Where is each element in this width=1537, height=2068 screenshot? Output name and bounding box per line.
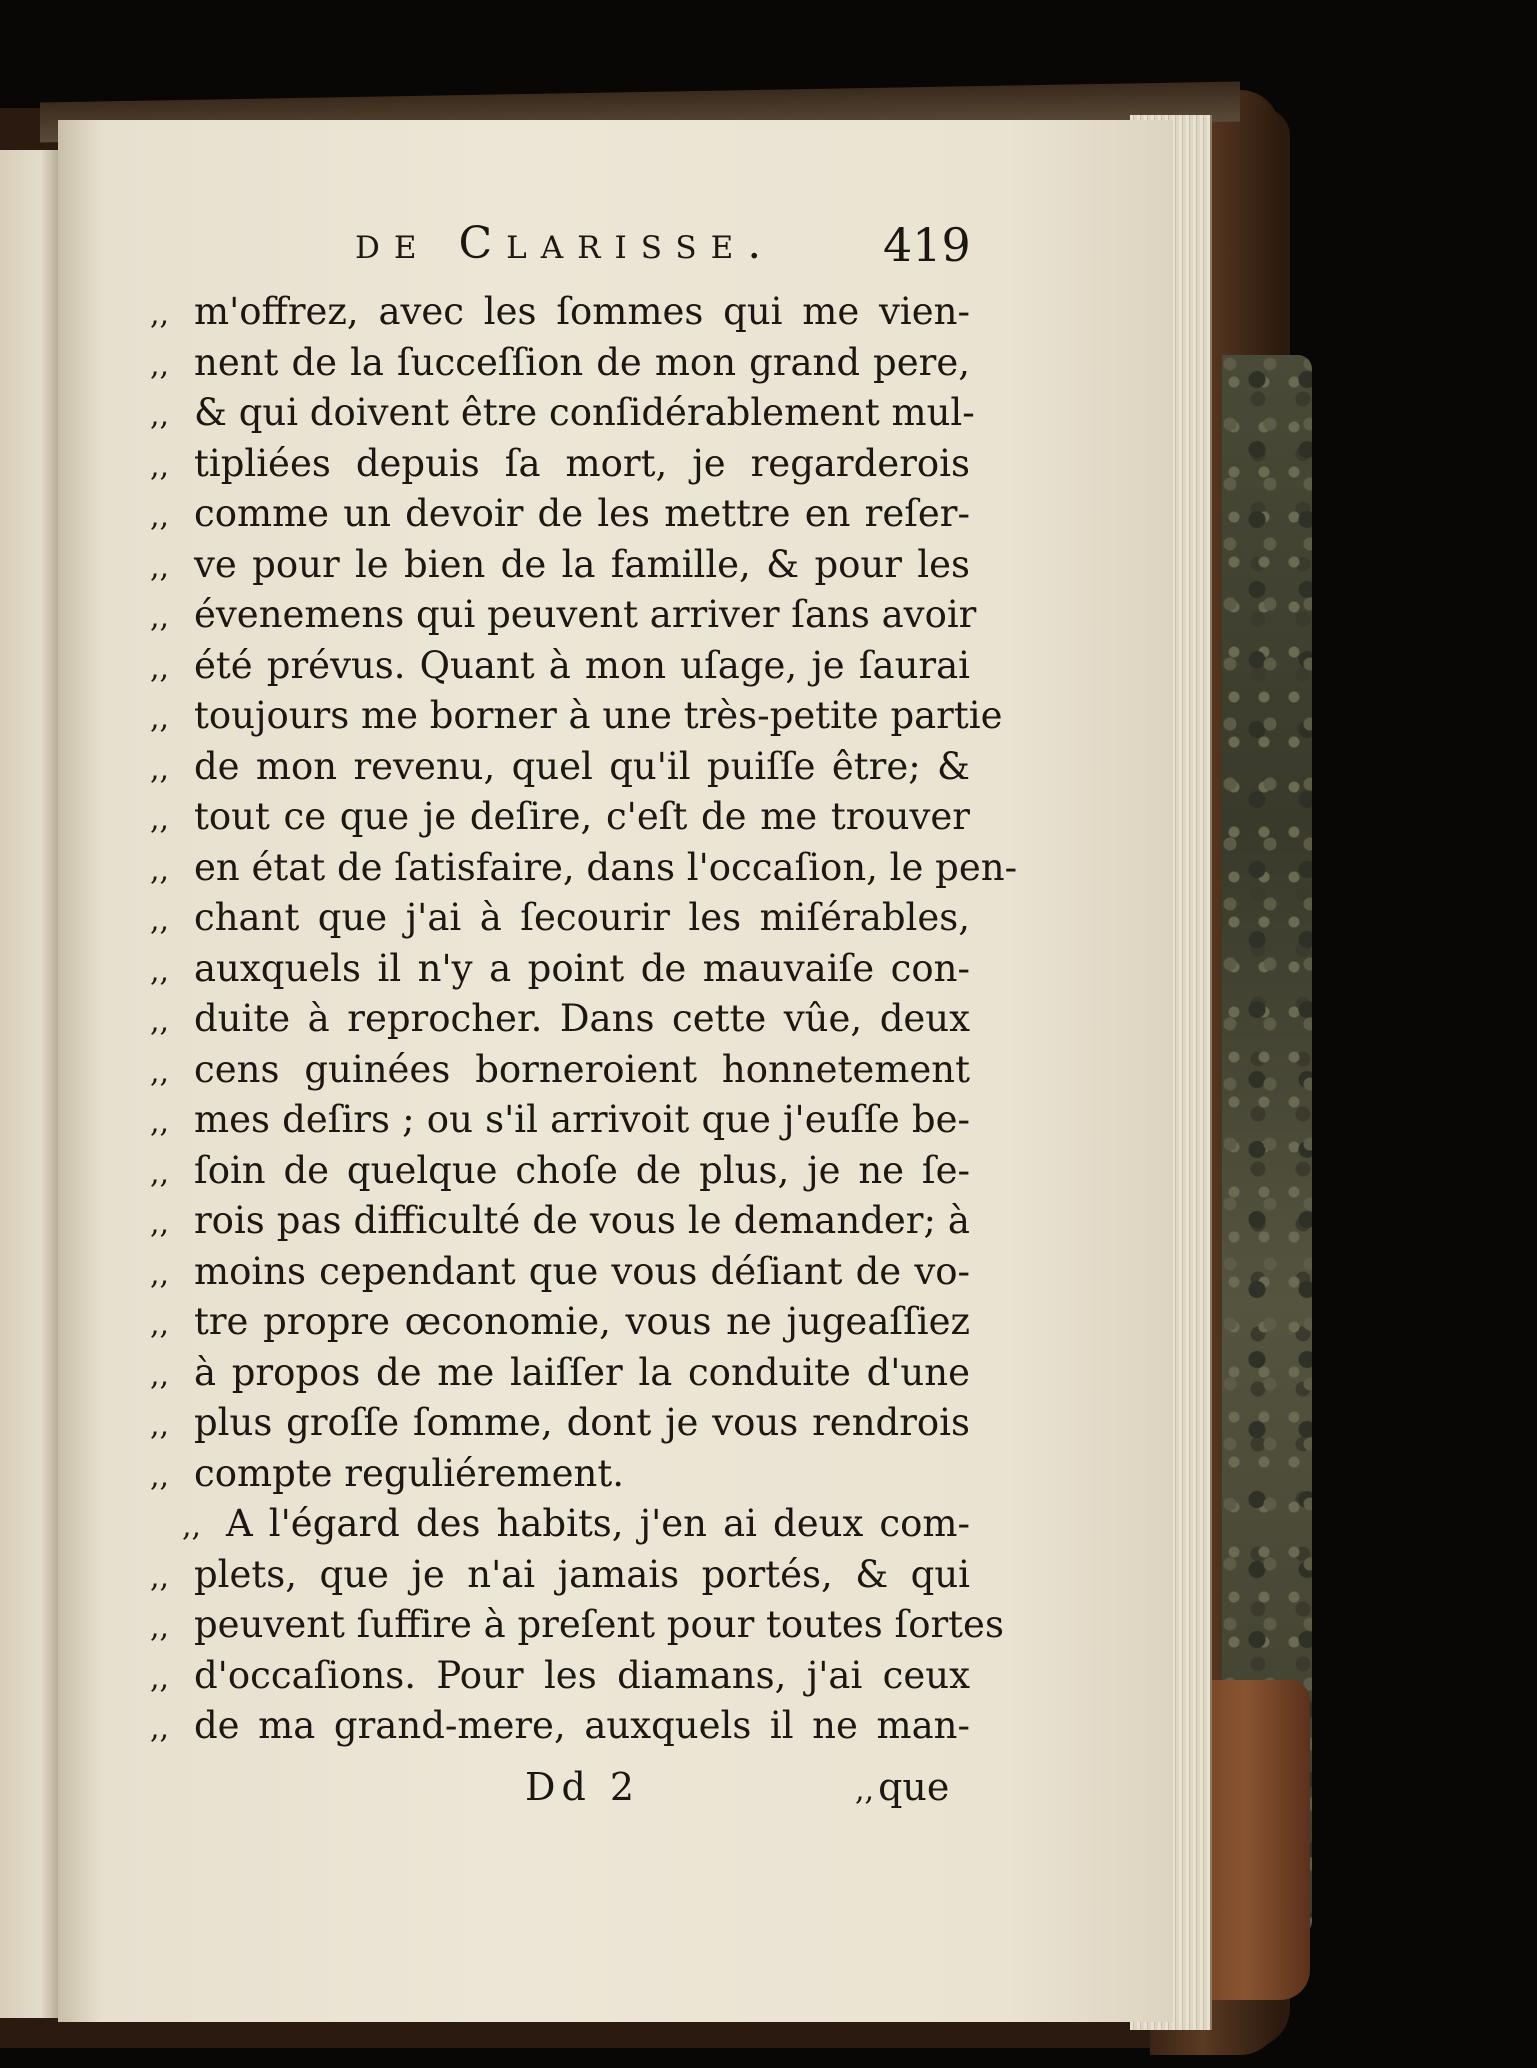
text-line	[150, 1300, 970, 1351]
line-quote-mark: ,,	[150, 1004, 170, 1039]
text-line	[150, 896, 970, 947]
line-text: A l'égard des habits, j'en ai deux com-	[226, 1502, 970, 1545]
line-quote-mark: ,,	[150, 1660, 170, 1696]
line-quote-mark: ,,	[150, 600, 170, 635]
text-line	[150, 997, 970, 1048]
running-head-title: de Clarisse.	[355, 218, 776, 269]
text-line	[150, 1098, 970, 1149]
text-line	[150, 795, 970, 846]
line-quote-mark: ,,	[150, 701, 170, 736]
line-quote-mark: ,,	[150, 398, 170, 433]
text-line	[150, 644, 970, 695]
line-text: en état de ſatisfaire, dans l'occaſion, le pen-	[194, 845, 1018, 889]
line-quote-mark: ,,	[150, 1711, 170, 1746]
line-quote-mark: ,,	[150, 1054, 170, 1090]
page-text	[150, 210, 1018, 1819]
line-text: auxquels il n'y a point de mauvaiſe con-	[194, 946, 970, 990]
text-line	[150, 694, 1003, 745]
text-line	[150, 1654, 970, 1705]
text-line	[150, 1048, 970, 1099]
line-quote-mark: ,,	[150, 1357, 170, 1393]
line-quote-mark: ,,	[150, 297, 170, 332]
line-text: & qui doivent être conſidérablement mul-	[194, 391, 975, 434]
line-text: ve pour le bien de la famille, & pour les	[194, 542, 970, 586]
line-quote-mark: ,,	[150, 852, 170, 888]
text-line	[150, 391, 975, 442]
text-line	[150, 845, 1018, 897]
text-line	[150, 1250, 970, 1301]
text-line	[150, 745, 970, 796]
line-text: rois pas difficulté de vous le demander; à	[194, 1199, 970, 1242]
line-quote-mark: ,,	[150, 1206, 170, 1241]
line-text: évenemens qui peuvent arriver ſans avoir	[194, 593, 977, 636]
line-text: d'occaſions. Pour les diamans, j'ai ceux	[194, 1653, 970, 1697]
line-quote-mark: ,,	[150, 953, 170, 989]
page-number: 419	[883, 218, 971, 272]
text-line	[150, 1401, 970, 1452]
line-text: m'offrez, avec les ſommes qui me vien-	[194, 290, 970, 333]
running-head	[150, 210, 970, 270]
line-quote-mark: ,,	[182, 1509, 202, 1544]
text-line	[150, 1351, 970, 1402]
text-line	[150, 1149, 970, 1200]
line-quote-mark: ,,	[150, 499, 170, 534]
line-quote-mark: ,,	[150, 448, 170, 484]
line-text: comme un devoir de les mettre en reſer-	[194, 492, 970, 535]
text-line	[150, 1452, 970, 1503]
line-quote-mark: ,,	[150, 1307, 170, 1342]
page-footer	[150, 1759, 970, 1819]
body-text	[150, 290, 1018, 1755]
text-line	[150, 1553, 970, 1604]
text-line	[150, 543, 970, 594]
catchword-quote: ,,	[855, 1772, 875, 1808]
signature-mark: Dd 2	[525, 1764, 641, 1809]
line-text: chant que j'ai à ſecourir les miſérables,	[194, 896, 970, 939]
text-line	[150, 1199, 970, 1250]
line-quote-mark: ,,	[150, 1408, 170, 1443]
line-quote-mark: ,,	[150, 347, 170, 383]
line-text: duite à reprocher. Dans cette vûe, deux	[194, 997, 970, 1040]
line-quote-mark: ,,	[150, 650, 170, 686]
line-quote-mark: ,,	[150, 802, 170, 837]
catchword-text: que	[878, 1764, 950, 1809]
text-line	[150, 1704, 970, 1755]
line-text: de mon revenu, quel qu'il puiſſe être; &	[194, 744, 970, 788]
line-quote-mark: ,,	[150, 549, 170, 585]
text-line	[150, 593, 977, 644]
line-quote-mark: ,,	[150, 751, 170, 787]
line-text: tout ce que je deſire, c'eſt de me trouver	[194, 795, 970, 838]
text-line	[150, 442, 970, 493]
line-text: moins cependant que vous déſiant de vo-	[194, 1249, 970, 1293]
line-text: tre propre œconomie, vous ne jugeaſſiez	[194, 1300, 970, 1343]
line-text: mes deſirs ; ou s'il arrivoit que j'euſſe be-	[194, 1098, 970, 1141]
text-line	[150, 947, 970, 998]
line-quote-mark: ,,	[150, 1458, 170, 1494]
text-line	[150, 290, 970, 341]
catchword	[855, 1765, 949, 1809]
text-line	[150, 1502, 970, 1553]
line-quote-mark: ,,	[150, 1610, 170, 1645]
line-text: compte reguliérement.	[194, 1451, 624, 1495]
text-line	[150, 492, 970, 543]
line-text: été prévus. Quant à mon uſage, je ſaurai	[194, 643, 970, 687]
line-text: toujours me borner à une très-petite partie	[194, 694, 1003, 737]
line-text: à propos de me laiſſer la conduite d'une	[194, 1350, 970, 1394]
line-text: cens guinées borneroient honnetement	[194, 1047, 970, 1091]
facing-page	[0, 150, 58, 2018]
line-quote-mark: ,,	[150, 1105, 170, 1140]
text-line	[150, 1603, 1004, 1654]
line-quote-mark: ,,	[150, 1256, 170, 1292]
line-text: tipliées depuis ſa mort, je regarderois	[194, 441, 970, 485]
line-text: plus groſſe ſomme, dont je vous rendrois	[194, 1401, 970, 1444]
line-text: ſoin de quelque choſe de plus, je ne ſe-	[194, 1148, 970, 1192]
line-text: plets, que je n'ai jamais portés, & qui	[194, 1552, 970, 1596]
text-line	[150, 341, 970, 392]
line-quote-mark: ,,	[150, 1155, 170, 1191]
line-text: peuvent ſuffire à preſent pour toutes ſortes	[194, 1603, 1004, 1646]
line-quote-mark: ,,	[150, 903, 170, 938]
line-quote-mark: ,,	[150, 1559, 170, 1595]
line-text: de ma grand-mere, auxquels il ne man-	[194, 1704, 970, 1747]
line-text: nent de la ſucceſſion de mon grand pere,	[194, 340, 970, 384]
